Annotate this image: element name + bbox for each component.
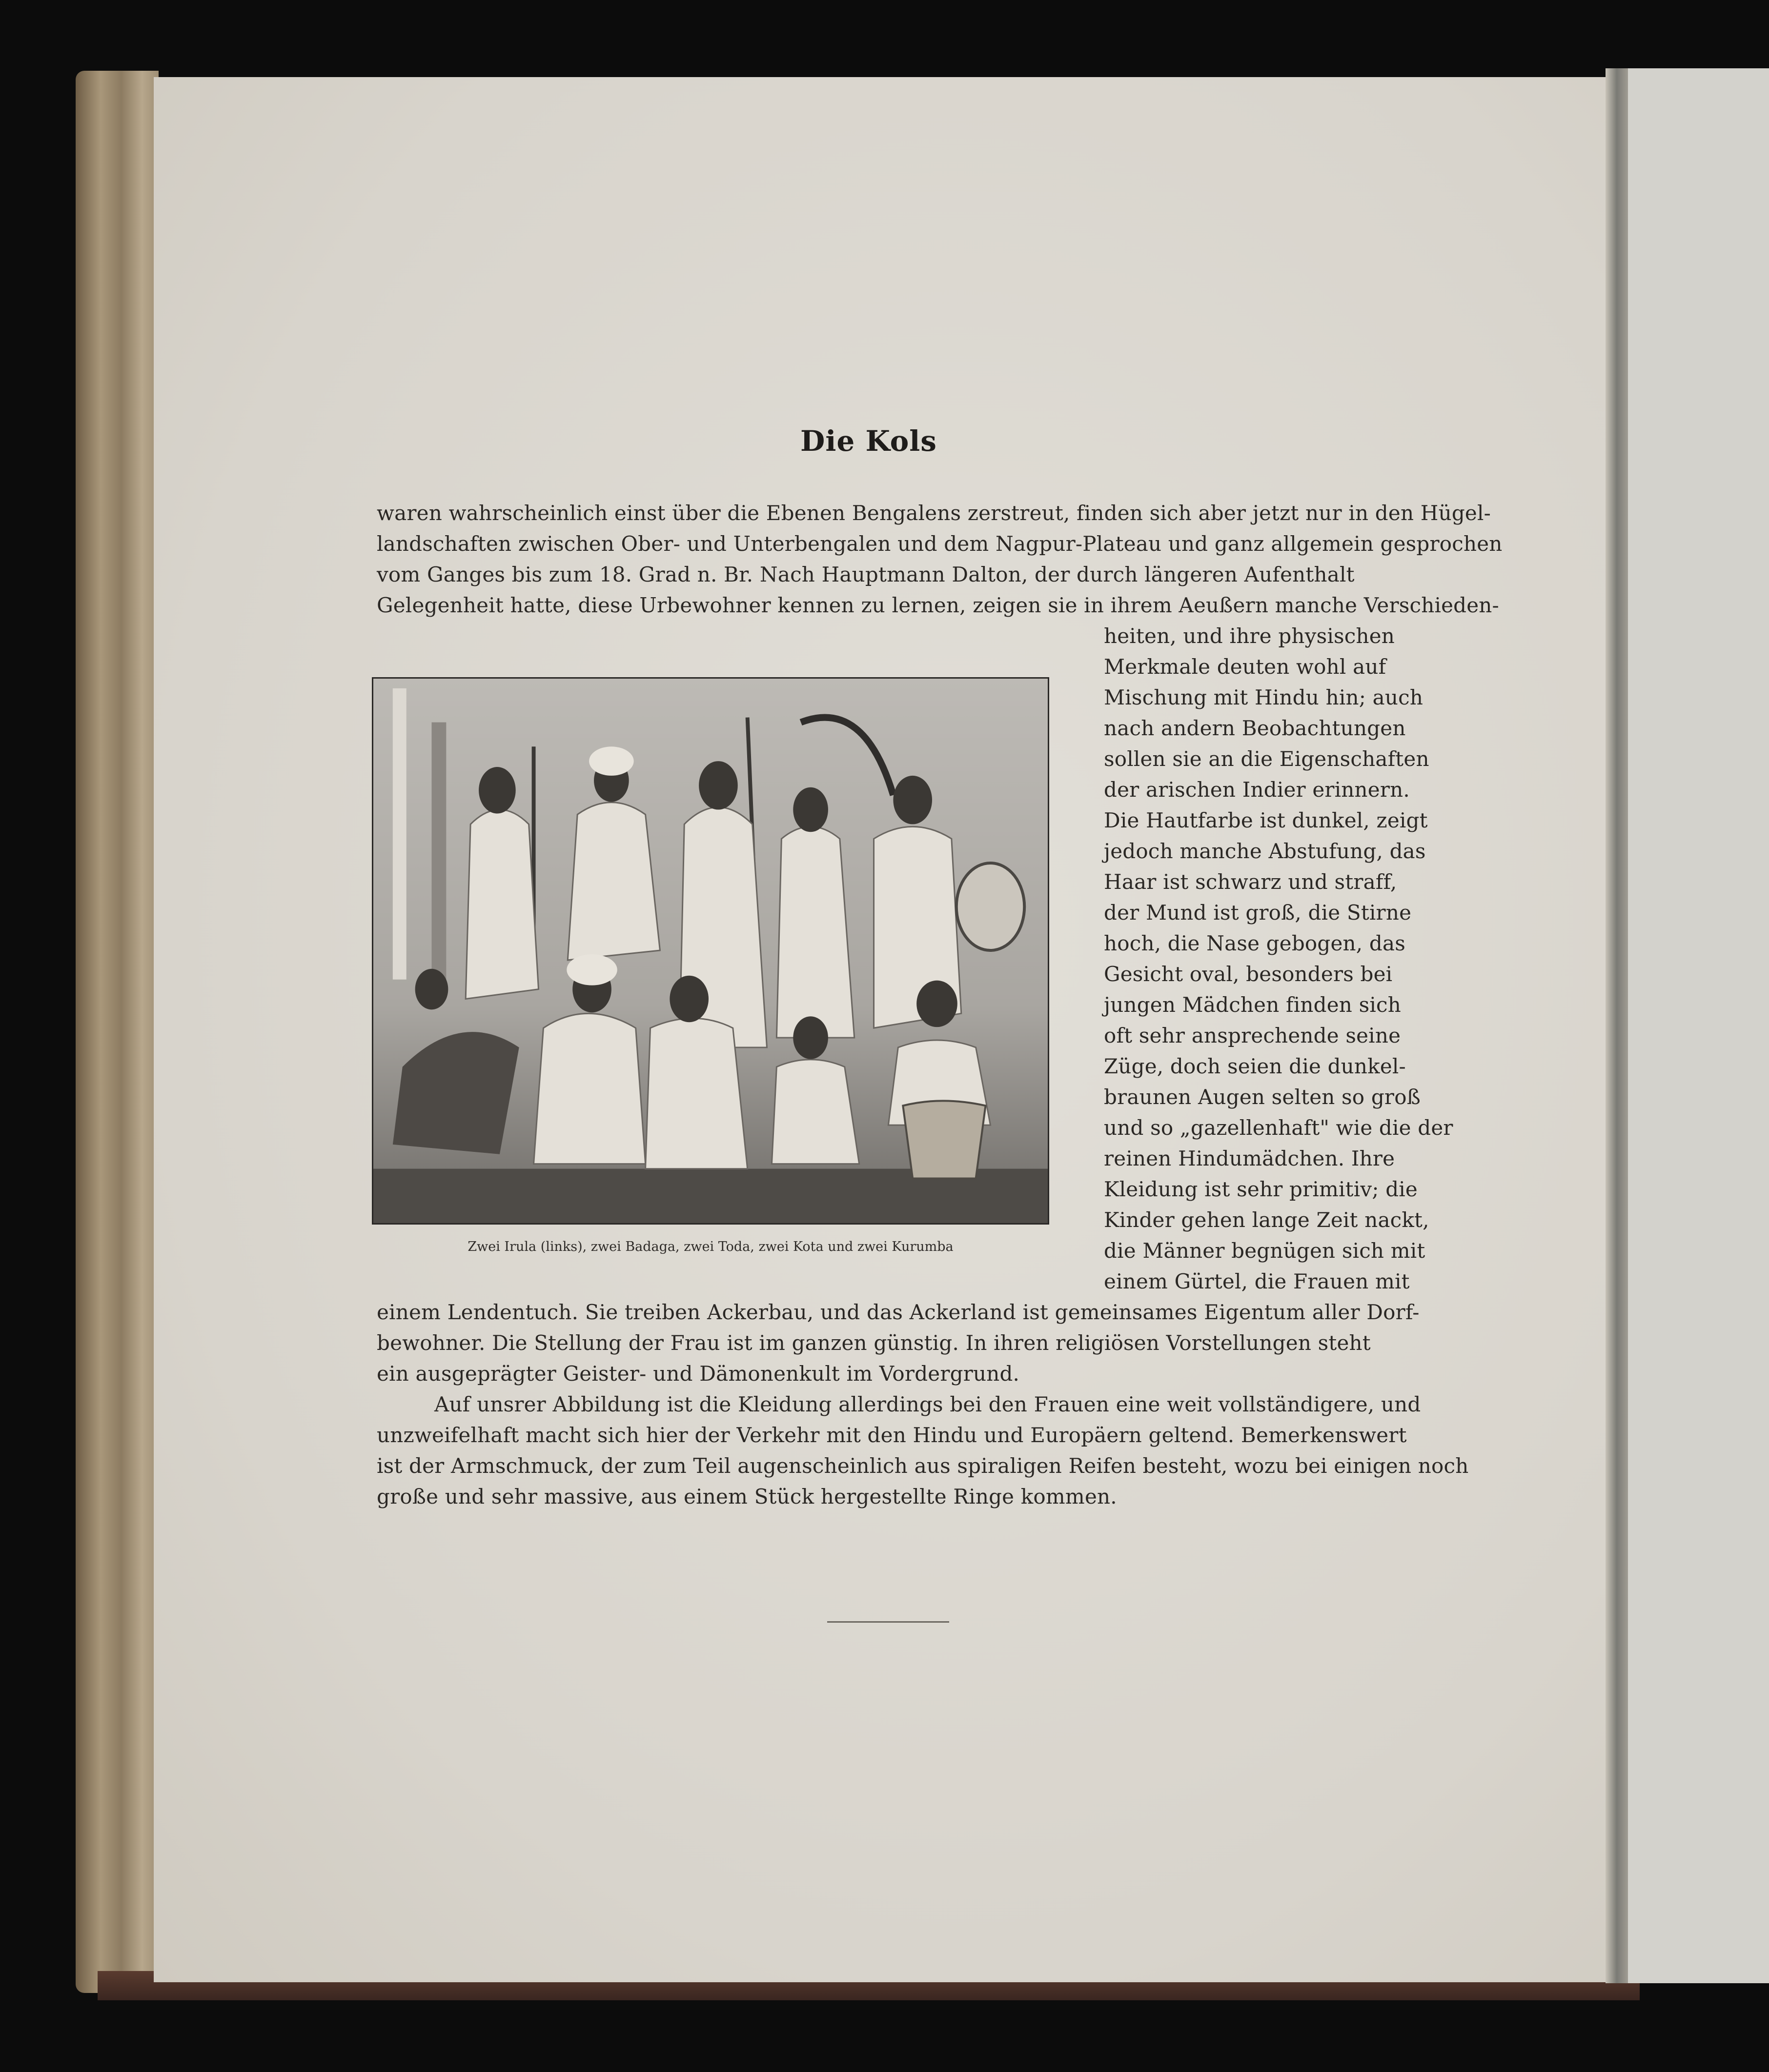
text-line: nach andern Beobachtungen — [1104, 716, 1406, 740]
text-line: heiten, und ihre physischen — [1104, 624, 1395, 648]
group-photograph — [372, 677, 1049, 1225]
text-line: braunen Augen selten so groß — [1104, 1085, 1421, 1109]
text-line: jungen Mädchen finden sich — [1104, 993, 1401, 1017]
photo-caption: Zwei Irula (links), zwei Badaga, zwei Toda, zwei Kota und zwei Kurumba — [468, 1239, 954, 1254]
text-line: Haar ist schwarz und straff, — [1104, 870, 1397, 894]
text-line: Merkmale deuten wohl auf — [1104, 655, 1386, 679]
text-line: jedoch manche Abstufung, das — [1104, 839, 1426, 863]
text-line: ist der Armschmuck, der zum Teil augenscheinlich aus spiraligen Reifen besteht, wozu bei einigen noch — [377, 1454, 1469, 1478]
text-line: bewohner. Die Stellung der Frau ist im ganzen günstig. In ihren religiösen Vorstellungen steht — [377, 1331, 1371, 1355]
text-line: landschaften zwischen Ober- und Unterbengalen und dem Nagpur-Plateau und ganz allgemein gesprochen — [377, 532, 1503, 556]
text-line: Auf unsrer Abbildung ist die Kleidung allerdings bei den Frauen eine weit vollständigere, und — [434, 1392, 1421, 1416]
text-line: große und sehr massive, aus einem Stück hergestellte Ringe kommen. — [377, 1485, 1117, 1509]
end-divider — [827, 1621, 949, 1623]
text-line: Kinder gehen lange Zeit nackt, — [1104, 1208, 1429, 1232]
text-line: vom Ganges bis zum 18. Grad n. Br. Nach Hauptmann Dalton, der durch längeren Aufenthalt — [377, 563, 1355, 586]
text-line: einem Lendentuch. Sie treiben Ackerbau, und das Ackerland ist gemeinsames Eigentum aller Dorf- — [377, 1300, 1420, 1324]
text-line: ein ausgeprägter Geister- und Dämonenkult im Vordergrund. — [377, 1362, 1020, 1386]
facing-page — [1620, 68, 1769, 1983]
photo-illustration — [373, 679, 1048, 1223]
text-line: die Männer begnügen sich mit — [1104, 1239, 1425, 1263]
text-line: einem Gürtel, die Frauen mit — [1104, 1269, 1410, 1293]
text-line: Die Hautfarbe ist dunkel, zeigt — [1104, 808, 1428, 832]
text-line: und so „gazellenhaft" wie die der — [1104, 1116, 1453, 1140]
text-line: reinen Hindumädchen. Ihre — [1104, 1147, 1395, 1170]
text-line: unzweifelhaft macht sich hier der Verkehr mit den Hindu und Europäern geltend. Bemerkenswert — [377, 1423, 1407, 1447]
book-gutter — [1606, 68, 1628, 1983]
page-title: Die Kols — [800, 424, 937, 458]
text-line: oft sehr ansprechende seine — [1104, 1024, 1401, 1047]
text-line: Kleidung ist sehr primitiv; die — [1104, 1177, 1418, 1201]
text-line: der arischen Indier erinnern. — [1104, 778, 1410, 802]
text-line: waren wahrscheinlich einst über die Ebenen Bengalens zerstreut, finden sich aber jetzt nur in den Hügel- — [377, 501, 1491, 525]
text-line: Züge, doch seien die dunkel- — [1104, 1054, 1406, 1078]
text-line: sollen sie an die Eigenschaften — [1104, 747, 1429, 771]
text-line: Gelegenheit hatte, diese Urbewohner kennen zu lernen, zeigen sie in ihrem Aeußern manche Verschieden- — [377, 593, 1499, 617]
text-line: der Mund ist groß, die Stirne — [1104, 901, 1412, 925]
text-line: Gesicht oval, besonders bei — [1104, 962, 1393, 986]
text-line: Mischung mit Hindu hin; auch — [1104, 685, 1423, 709]
text-line: hoch, die Nase gebogen, das — [1104, 931, 1405, 955]
book-page-edges — [76, 71, 159, 1993]
